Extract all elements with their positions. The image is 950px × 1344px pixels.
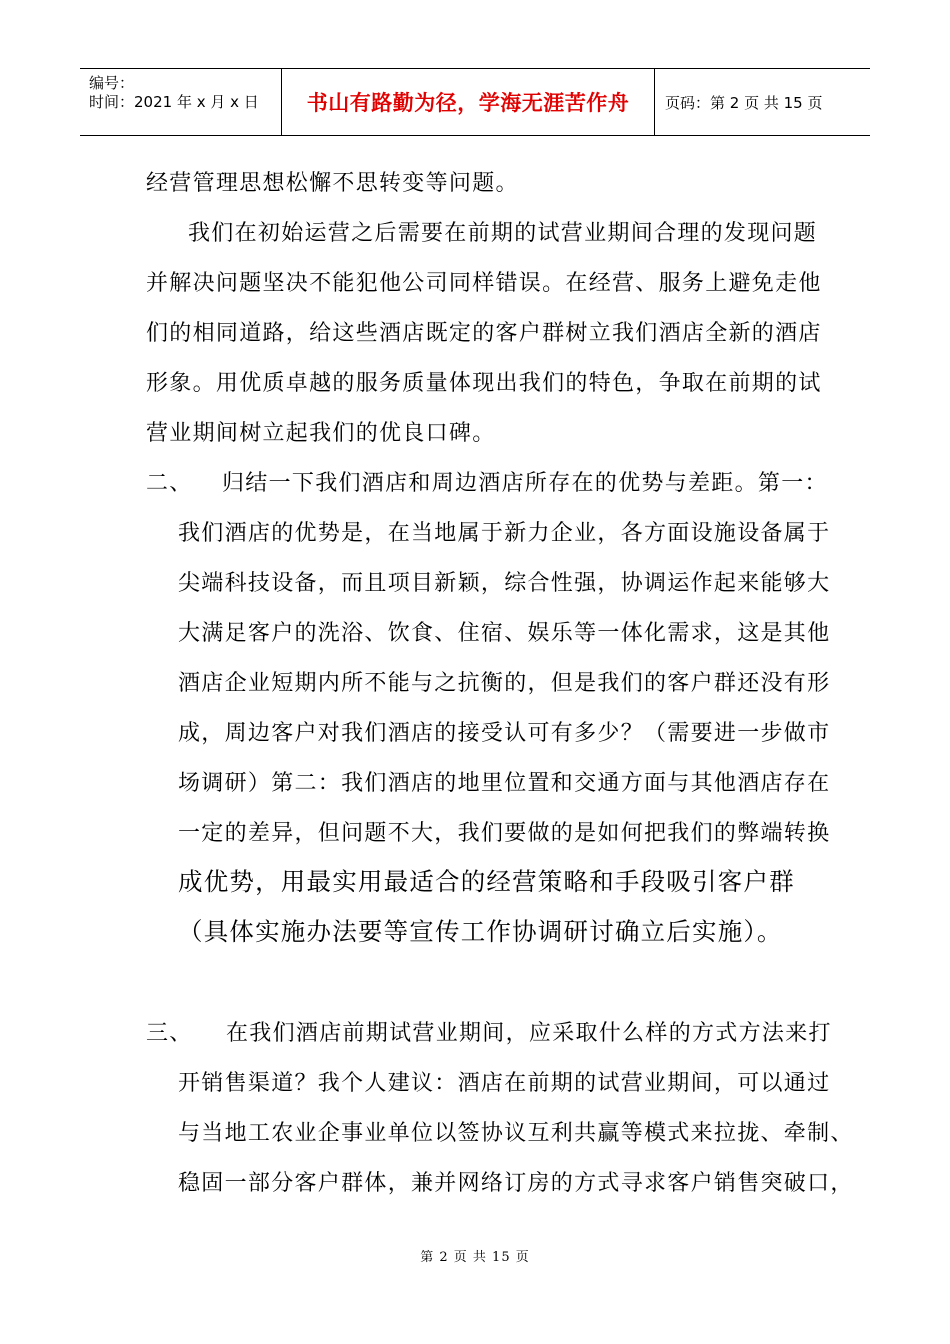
body-line: 成，周边客户对我们酒店的接受认可有多少？（需要进一步做市 xyxy=(178,721,831,746)
body-line: 尖端科技设备，而且项目新颖，综合性强，协调运作起来能够大 xyxy=(178,571,831,596)
body-line: （具体实施办法要等宣传工作协调研讨确立后实施）。 xyxy=(178,917,783,946)
document-code-label: 编号： xyxy=(89,74,135,92)
body-line: 并解决问题坚决不能犯他公司同样错误。在经营、服务上避免走他 xyxy=(146,271,822,296)
body-line: 我们在初始运营之后需要在前期的试营业期间合理的发现问题 xyxy=(188,221,818,246)
document-time-label: 时间：2021 年 x 月 x 日 xyxy=(89,93,259,111)
header-page-info: 页码：第 2 页 共 15 页 xyxy=(665,93,823,112)
section-marker-three: 三、 xyxy=(146,1021,193,1046)
body-line: 酒店企业短期内所不能与之抗衡的，但是我们的客户群还没有形 xyxy=(178,671,831,696)
header-meta-cell xyxy=(80,69,282,135)
page-footer: 第 2 页 共 15 页 xyxy=(420,1250,530,1265)
body-line: 经营管理思想松懈不思转变等问题。 xyxy=(146,171,519,196)
body-line: 在我们酒店前期试营业期间，应采取什么样的方式方法来打 xyxy=(226,1021,832,1046)
header-motto-cell xyxy=(282,69,655,135)
body-line: 归结一下我们酒店和周边酒店所存在的优势与差距。第一： xyxy=(222,471,828,496)
header-motto: 书山有路勤为径，学海无涯苦作舟 xyxy=(306,91,630,115)
body-line: 形象。用优质卓越的服务质量体现出我们的特色，争取在前期的试 xyxy=(146,371,822,396)
body-line: 开销售渠道？我个人建议：酒店在前期的试营业期间，可以通过 xyxy=(178,1071,831,1096)
body-line: 大满足客户的洗浴、饮食、住宿、娱乐等一体化需求，这是其他 xyxy=(178,621,831,646)
section-marker-two: 二、 xyxy=(146,471,193,496)
header-page-cell xyxy=(655,69,870,135)
body-line: 与当地工农业企事业单位以签协议互利共赢等模式来拉拢、牵制、 xyxy=(178,1121,854,1146)
body-line: 一定的差异，但问题不大，我们要做的是如何把我们的弊端转换 xyxy=(178,821,831,846)
body-line: 我们酒店的优势是，在当地属于新力企业，各方面设施设备属于 xyxy=(178,521,831,546)
body-line: 稳固一部分客户群体，兼并网络订房的方式寻求客户销售突破口， xyxy=(178,1171,854,1196)
body-line: 场调研）第二：我们酒店的地里位置和交通方面与其他酒店存在 xyxy=(178,771,831,796)
body-line: 营业期间树立起我们的优良口碑。 xyxy=(146,421,496,446)
page-header xyxy=(80,68,870,136)
body-line: 们的相同道路，给这些酒店既定的客户群树立我们酒店全新的酒店 xyxy=(146,321,822,346)
body-line: 成优势，用最实用最适合的经营策略和手段吸引客户群 xyxy=(178,867,795,896)
